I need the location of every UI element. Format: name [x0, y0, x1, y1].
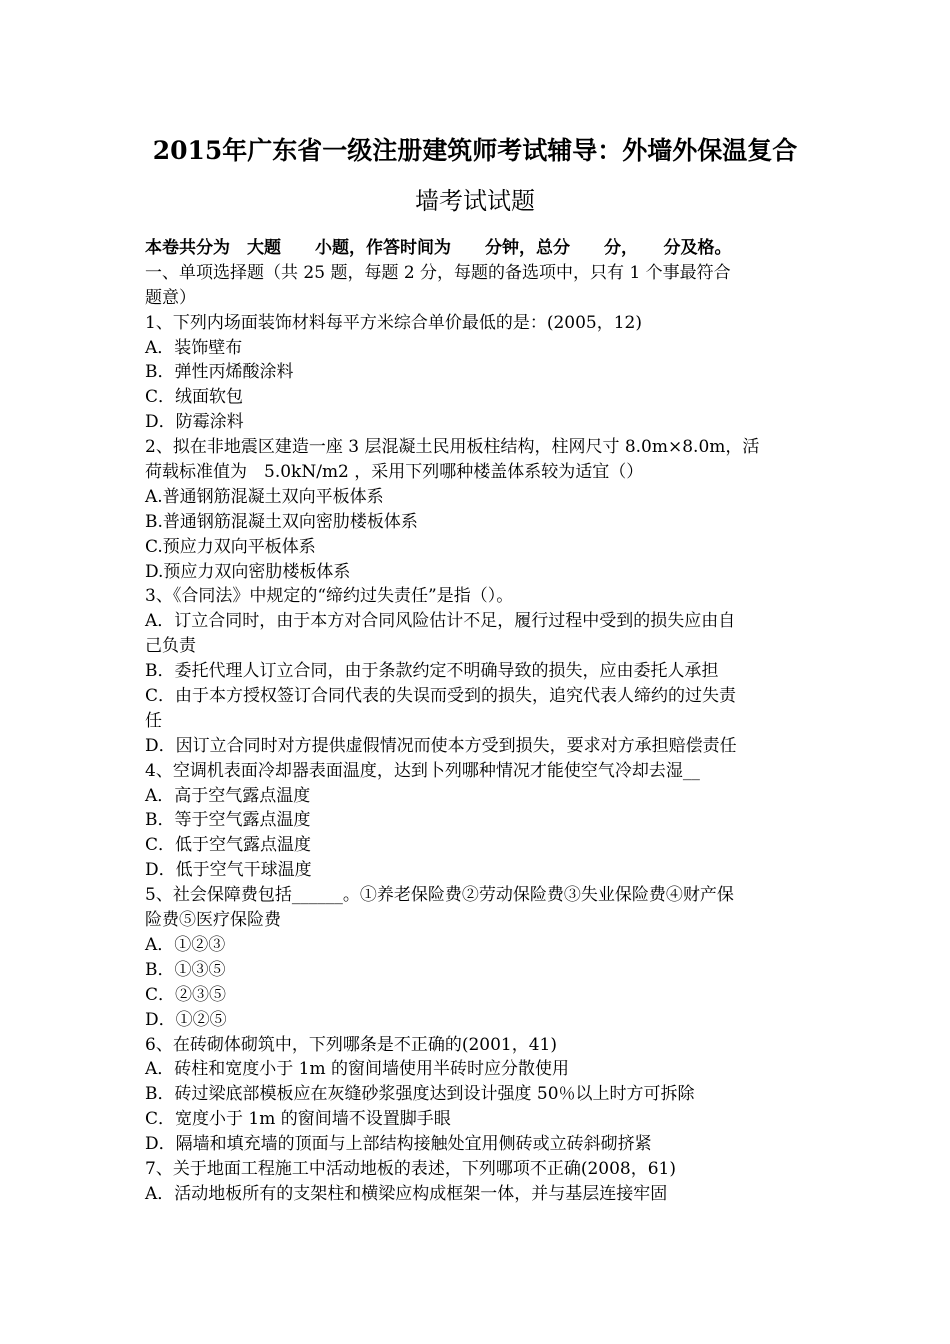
option-line: A．①②③ — [145, 934, 226, 955]
option-line: A．砖柱和宽度小于 1m 的窗间墙使用半砖时应分散使用 — [145, 1059, 570, 1080]
option-line: D．低于空气干球温度 — [145, 860, 312, 881]
option-line: C．低于空气露点温度 — [145, 835, 312, 856]
question-line: 2、拟在非地震区建造一座 3 层混凝土民用板柱结构，柱网尺寸 8.0m×8.0m，活 — [145, 437, 760, 458]
document-title-line-2: 墙考试试题 — [415, 187, 535, 215]
option-line: B．弹性丙烯酸涂料 — [145, 362, 294, 383]
option-line: B．①③⑤ — [145, 959, 226, 980]
question-line: 4、空调机表面冷却器表面温度，达到卜列哪种情况才能使空气冷却去湿__ — [145, 760, 700, 781]
question-line: 7、关于地面工程施工中活动地板的表述，下列哪项不正确(2008，61) — [145, 1158, 676, 1179]
question-line: 3、《合同法》中规定的“缔约过失责任”是指（）。 — [145, 586, 514, 607]
option-line: A．活动地板所有的支架柱和横梁应构成框架一体，并与基层连接牢固 — [145, 1183, 668, 1204]
option-line: B．委托代理人订立合同，由于条款约定不明确导致的损失，应由委托人承担 — [145, 661, 719, 682]
section-heading: 一、单项选择题（共 25 题，每题 2 分，每题的备选项中，只有 1 个事最符合 — [145, 262, 731, 283]
exam-intro: 本卷共分为 大题 小题，作答时间为 分钟，总分 分， 分及格。 — [145, 238, 732, 258]
option-line: C．宽度小于 1m 的窗间墙不设置脚手眼 — [145, 1109, 451, 1130]
question-line: 5、社会保障费包括______。①养老保险费②劳动保险费③失业保险费④财产保 — [145, 885, 734, 906]
section-heading-continued: 题意） — [145, 287, 196, 308]
option-line: C．绒面软包 — [145, 387, 244, 408]
option-line: A．装饰壁布 — [145, 337, 243, 358]
option-line: B．砖过梁底部模板应在灰缝砂浆强度达到设计强度 50％以上时方可拆除 — [145, 1084, 695, 1105]
option-line: 任 — [145, 710, 162, 731]
option-line: D．防霉涂料 — [145, 412, 244, 433]
option-line: C．②③⑤ — [145, 984, 227, 1005]
question-line: 荷载标准值为 5.0kN/m2 ，采用下列哪种楼盖体系较为适宜（） — [145, 462, 644, 483]
option-line: D．因订立合同时对方提供虚假情况而使本方受到损失，要求对方承担赔偿责任 — [145, 735, 737, 756]
option-line: B．等于空气露点温度 — [145, 810, 311, 831]
option-line: B.普通钢筋混凝土双向密肋楼板体系 — [145, 511, 418, 532]
option-line: A．高于空气露点温度 — [145, 785, 311, 806]
document-title-line-1: 2015年广东省一级注册建筑师考试辅导：外墙外保温复合 — [152, 136, 798, 165]
option-line: C.预应力双向平板体系 — [145, 536, 316, 557]
question-line: 6、在砖砌体砌筑中，下列哪条是不正确的(2001，41) — [145, 1034, 557, 1055]
option-line: A.普通钢筋混凝土双向平板体系 — [145, 486, 384, 507]
document-body — [145, 236, 810, 1207]
option-line: A．订立合同时，由于本方对合同风险估计不足，履行过程中受到的损失应由自 — [145, 611, 736, 632]
option-line: 己负责 — [145, 636, 196, 657]
option-line: D．隔墙和填充墙的顶面与上部结构接触处宜用侧砖或立砖斜砌挤紧 — [145, 1134, 652, 1155]
option-line: D.预应力双向密肋楼板体系 — [145, 561, 351, 582]
option-line: C．由于本方授权签订合同代表的失误而受到的损失，追究代表人缔约的过失责 — [145, 686, 737, 707]
option-line: D．①②⑤ — [145, 1009, 227, 1030]
question-line: 险费⑤医疗保险费 — [145, 910, 281, 931]
question-line: 1、下列内场面装饰材料每平方米综合单价最低的是：(2005，12) — [145, 312, 642, 333]
